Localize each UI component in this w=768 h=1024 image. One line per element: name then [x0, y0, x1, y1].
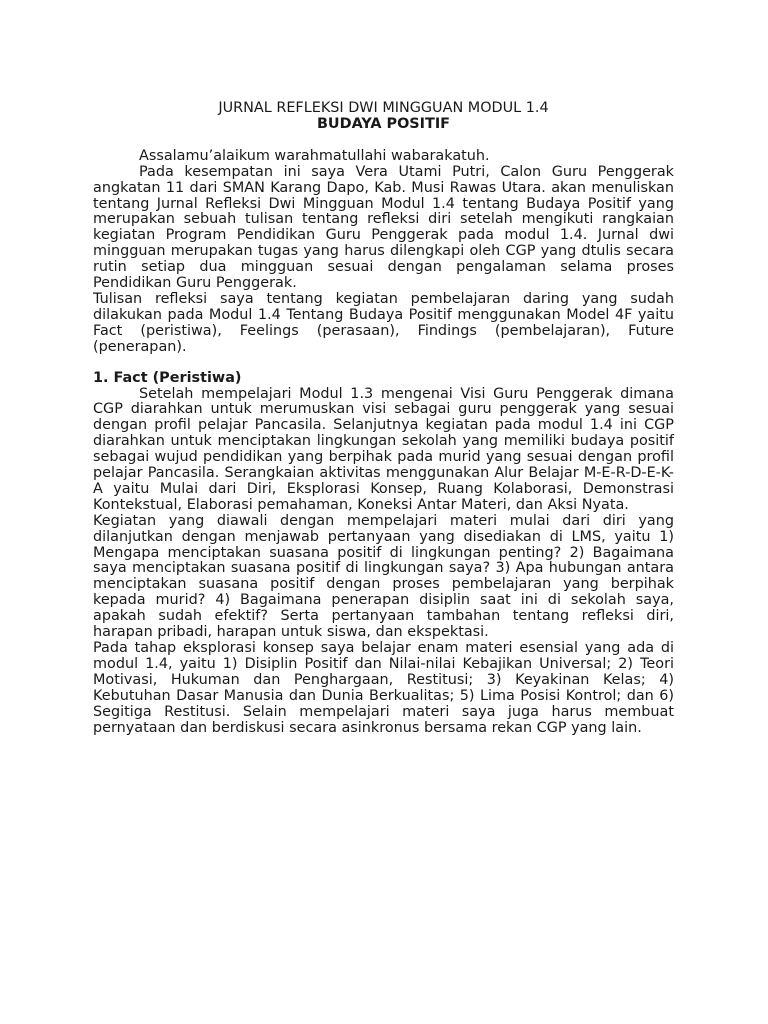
section-heading-fact: 1. Fact (Peristiwa) — [93, 369, 242, 386]
fact-paragraph-3: Pada tahap eksplorasi konsep saya belajar enam materi esensial yang ada di modul 1.4, yaitu 1) Disiplin Positif dan Nilai-nilai Kebajikan Universal; 2) Teori Motivasi, Hukuman dan Penghargaan, Restitusi; 3) Keyakinan Kelas; 4) Kebutuhan Dasar Manusia dan Dunia Berkualitas; 5) Lima Posisi Kontrol; dan 6) Segitiga Restitusi. Selain mempelajari materi saya juga harus membuat pernyataan dan berdiskusi secara asinkronus bersama rekan CGP yang lain. — [93, 640, 674, 736]
document-subtitle: BUDAYA POSITIF — [316, 115, 451, 132]
greeting: Assalamu’alaikum warahmatullahi wabarakatuh. — [139, 147, 490, 164]
intro-paragraph: Pada kesempatan ini saya Vera Utami Putri, Calon Guru Penggerak angkatan 11 dari SMAN Karang Dapo, Kab. Musi Rawas Utara. akan menuliskan tentang Jurnal Refleksi Dwi Mingguan Modul 1.4 tentang Budaya Positif yang merupakan sebuah tulisan tentang refleksi diri setelah mengikuti rangkaian kegiatan Program Pendidikan Guru Penggerak pada modul 1.4. Jurnal dwi mingguan merupakan tugas yang harus dilengkapi oleh CGP yang dtulis secara rutin setiap dua mingguan sesuai dengan pengalaman selama proses Pendidikan Guru Penggerak. — [93, 163, 674, 292]
document-page — [93, 101, 674, 736]
model-paragraph: Tulisan refleksi saya tentang kegiatan pembelajaran daring yang sudah dilakukan pada Modul 1.4 Tentang Budaya Positif menggunakan Model 4F yaitu Fact (peristiwa), Feelings (perasaan), Findings (pembelajaran), Future (penerapan). — [93, 290, 674, 355]
title-block — [93, 101, 674, 133]
fact-paragraph-2: Kegiatan yang diawali dengan mempelajari materi mulai dari diri yang dilanjutkan dengan menjawab pertanyaan yang disediakan di LMS, yaitu 1) Mengapa menciptakan suasana positif di lingkungan penting? 2) Bagaimana saya menciptakan suasana positif di lingkungan saya? 3) Apa hubungan antara menciptakan suasana positif dengan proses pembelajaran yang berpihak kepada murid? 4) Bagaimana penerapan disiplin saat ini di sekolah saya, apakah sudah efektif? Serta pertanyaan tambahan tentang refleksi diri, harapan pribadi, harapan untuk siswa, dan ekspektasi. — [93, 512, 674, 641]
fact-paragraph-1: Setelah mempelajari Modul 1.3 mengenai Visi Guru Penggerak dimana CGP diarahkan untuk merumuskan visi sebagai guru penggerak yang sesuai dengan profil pelajar Pancasila. Selanjutnya kegiatan pada modul 1.4 ini CGP diarahkan untuk menciptakan lingkungan sekolah yang memiliki budaya positif sebagai wujud pendidikan yang berpihak pada murid yang sesuai dengan profil pelajar Pancasila. Serangkaian aktivitas menggunakan Alur Belajar M-E-R-D-E-K-A yaitu Mulai dari Diri, Eksplorasi Konsep, Ruang Kolaborasi, Demonstrasi Kontekstual, Elaborasi pemahaman, Koneksi Antar Materi, dan Aksi Nyata. — [93, 385, 674, 513]
document-title: JURNAL REFLEKSI DWI MINGGUAN MODUL 1.4 — [218, 100, 549, 116]
